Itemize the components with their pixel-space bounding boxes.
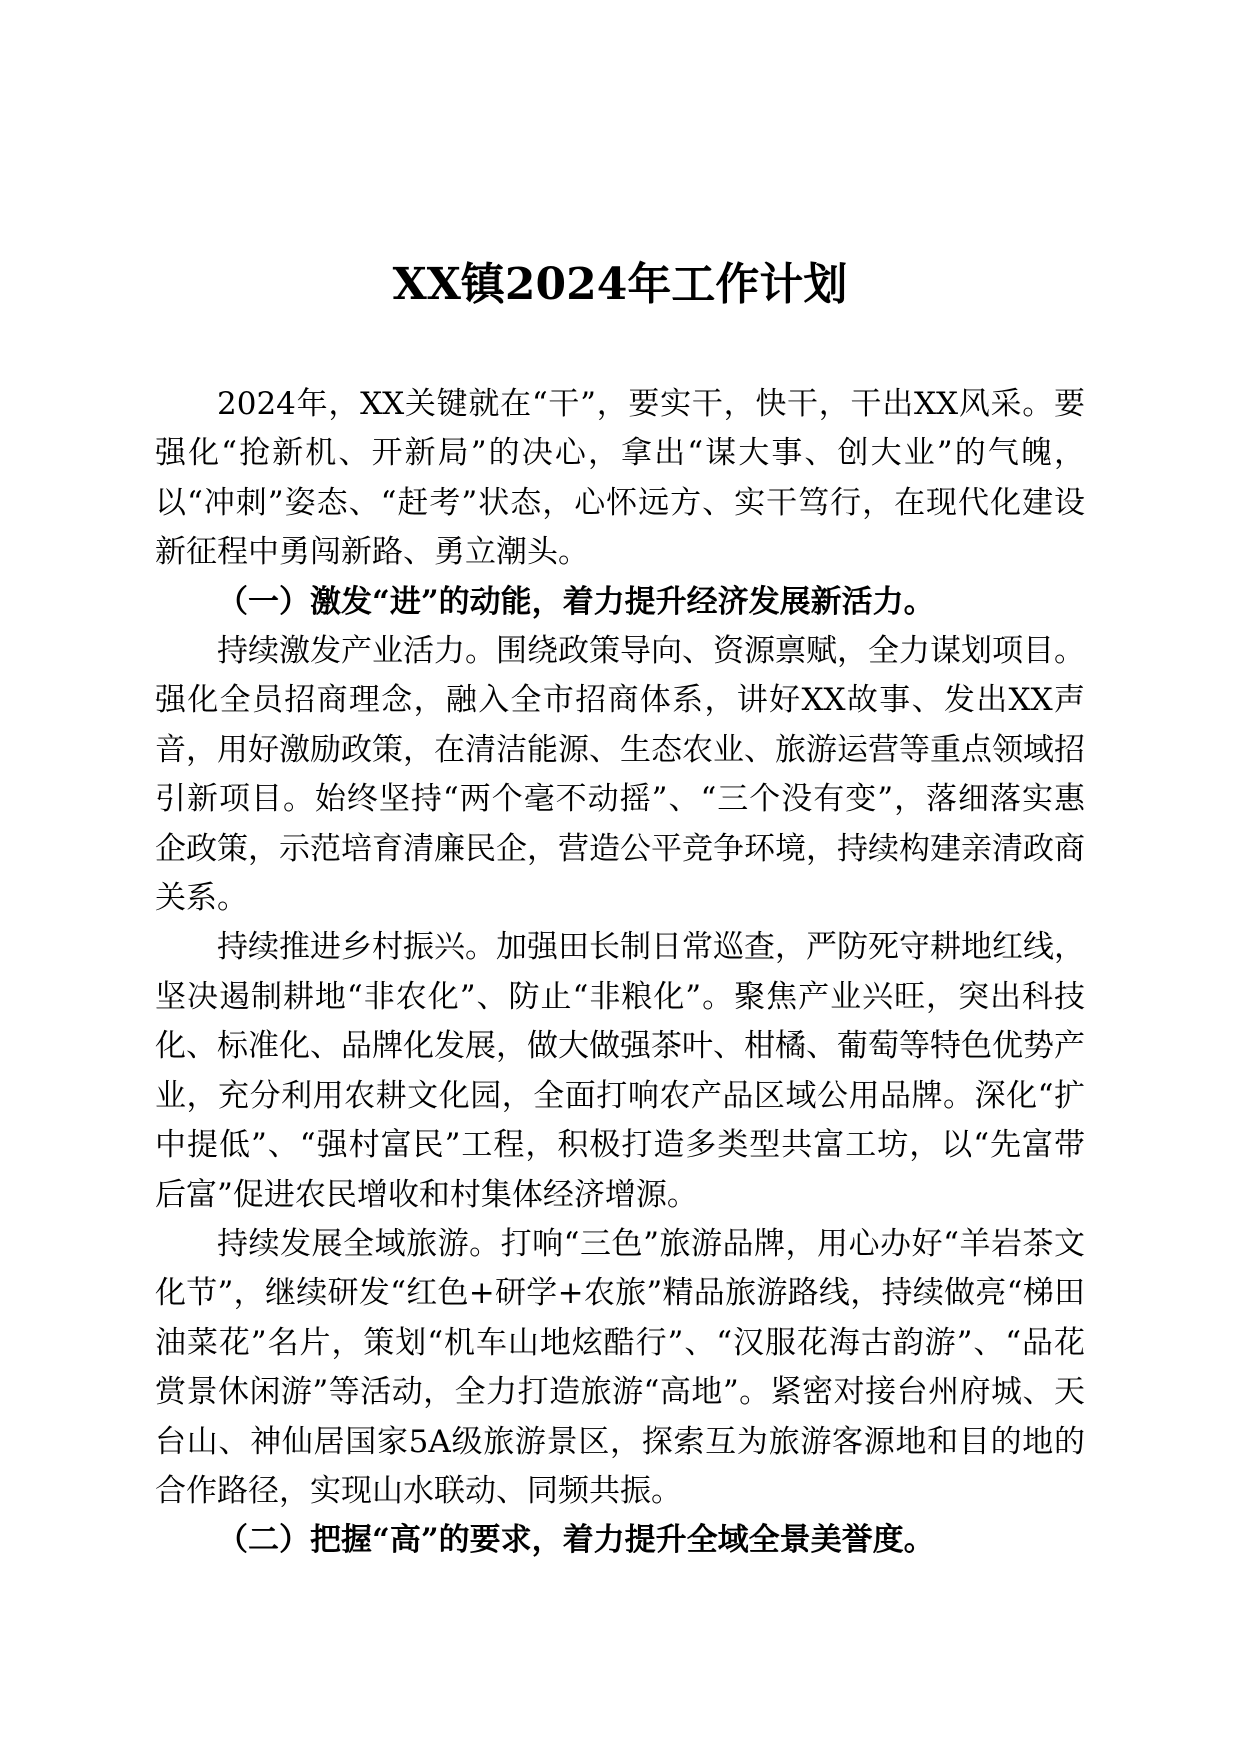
intro-paragraph: 2024年，XX关键就在“干”，要实干，快干，干出XX风采。要强化“抢新机、开新局”的决心，拿出“谋大事、创大业”的气魄，以“冲刺”姿态、“赶考”状态，心怀远方、实干笃行，在现代化建设新征程中勇闯新路、勇立潮头。 <box>155 386 1085 571</box>
section-1-paragraph-industry: 持续激发产业活力。围绕政策导向、资源禀赋，全力谋划项目。强化全员招商理念，融入全市招商体系，讲好XX故事、发出XX声音，用好激励政策，在清洁能源、生态农业、旅游运营等重点领域招引新项目。始终坚持“两个毫不动摇”、“三个没有变”，落细落实惠企政策，示范培育清廉民企，营造公平竞争环境，持续构建亲清政商关系。 <box>155 633 1085 917</box>
section-2-heading: （二）把握“高”的要求，着力提升全域全景美誉度。 <box>217 1522 935 1559</box>
document-body <box>155 380 1085 1566</box>
section-1-paragraph-tourism: 持续发展全域旅游。打响“三色”旅游品牌，用心办好“羊岩茶文化节”，继续研发“红色+研学+农旅”精品旅游路线，持续做亮“梯田油菜花”名片，策划“机车山地炫酷行”、“汉服花海古韵游”、“品花赏景休闲游”等活动，全力打造旅游“高地”。紧密对接台州府城、天台山、神仙居国家5A级旅游景区，探索互为旅游客源地和目的地的合作路径，实现山水联动、同频共振。 <box>155 1225 1085 1509</box>
section-1-paragraph-rural: 持续推进乡村振兴。加强田长制日常巡查，严防死守耕地红线，坚决遏制耕地“非农化”、防止“非粮化”。聚焦产业兴旺，突出科技化、标准化、品牌化发展，做大做强茶叶、柑橘、葡萄等特色优势产业，充分利用农耕文化园，全面打响农产品区域公用品牌。深化“扩中提低”、“强村富民”工程，积极打造多类型共富工坊，以“先富带后富”促进农民增收和村集体经济增源。 <box>155 929 1085 1213</box>
section-1-heading: （一）激发“进”的动能，着力提升经济发展新活力。 <box>217 583 935 620</box>
document-title: XX镇2024年工作计划 <box>392 259 848 310</box>
